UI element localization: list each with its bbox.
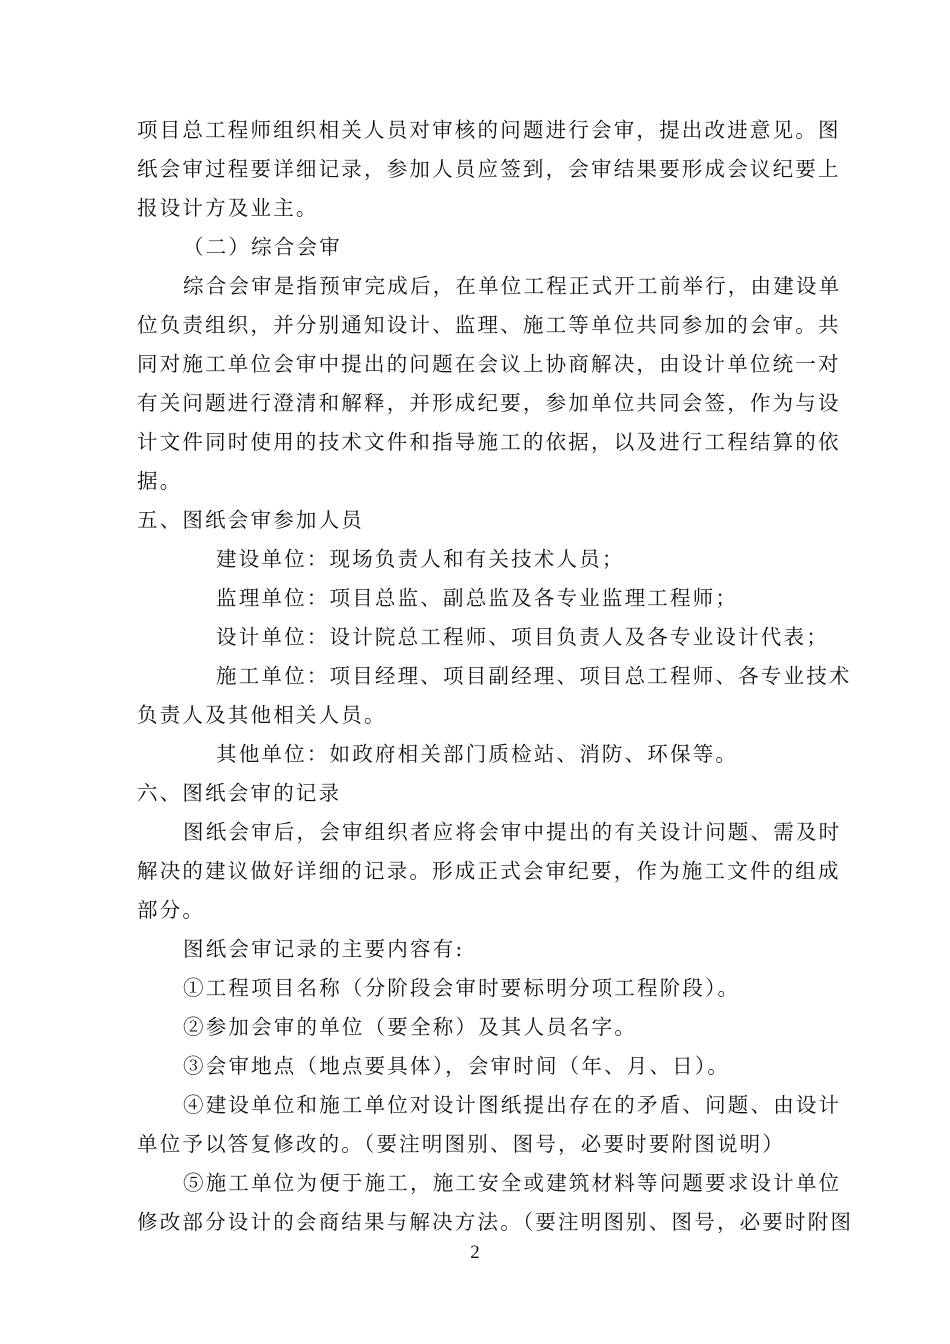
list-item: 负责人及其他相关人员。 [137,703,387,727]
paragraph-line: 位负责组织，并分别通知设计、监理、施工等单位共同参加的会审。共 [137,313,841,337]
section-heading: 六、图纸会审的记录 [137,781,342,805]
list-item: ②参加会审的单位（要全称）及其人员名字。 [183,1015,637,1039]
list-item: ⑤施工单位为便于施工，施工安全或建筑材料等问题要求设计单位 [183,1171,842,1195]
list-item: ③会审地点（地点要具体），会审时间（年、月、日）。 [183,1054,730,1078]
list-item: 建设单位：现场负责人和有关技术人员； [216,547,625,571]
list-item: ④建设单位和施工单位对设计图纸提出存在的矛盾、问题、由设计 [183,1093,842,1117]
paragraph-line: 项目总工程师组织相关人员对审核的问题进行会审，提出改进意见。图 [137,118,841,142]
paragraph-line: 报设计方及业主。 [137,196,319,220]
list-item: 施工单位：项目经理、项目副经理、项目总工程师、各专业技术 [216,664,852,688]
list-item: 单位予以答复修改的。（要注明图别、图号，必要时要附图说明） [137,1132,786,1156]
paragraph-line: 综合会审是指预审完成后，在单位工程正式开工前举行，由建设单 [183,274,842,298]
list-item: 设计单位：设计院总工程师、项目负责人及各专业设计代表； [216,625,829,649]
subsection-heading: （二）综合会审 [183,235,342,259]
paragraph-line: 图纸会审后，会审组织者应将会审中提出的有关设计问题、需及时 [183,820,842,844]
list-item: ①工程项目名称（分阶段会审时要标明分项工程阶段）。 [183,976,741,1000]
paragraph-line: 图纸会审记录的主要内容有: [183,937,465,961]
list-item: 其他单位：如政府相关部门质检站、消防、环保等。 [216,742,739,766]
list-item: 修改部分设计的会商结果与解决方法。（要注明图别、图号，必要时附图 [137,1210,854,1234]
paragraph-line: 部分。 [137,898,206,922]
paragraph-line: 据。 [137,469,183,493]
section-heading: 五、图纸会审参加人员 [137,508,364,532]
paragraph-line: 同对施工单位会审中提出的问题在会议上协商解决，由设计单位统一对 [137,352,841,376]
paragraph-line: 解决的建议做好详细的记录。形成正式会审纪要，作为施工文件的组成 [137,859,841,883]
paragraph-line: 纸会审过程要详细记录，参加人员应签到，会审结果要形成会议纪要上 [137,157,841,181]
list-item: 监理单位：项目总监、副总监及各专业监理工程师； [216,586,739,610]
page-number: 2 [470,1242,480,1263]
paragraph-line: 有关问题进行澄清和解释，并形成纪要，参加单位共同会签，作为与设 [137,391,841,415]
paragraph-line: 计文件同时使用的技术文件和指导施工的依据，以及进行工程结算的依 [137,430,841,454]
